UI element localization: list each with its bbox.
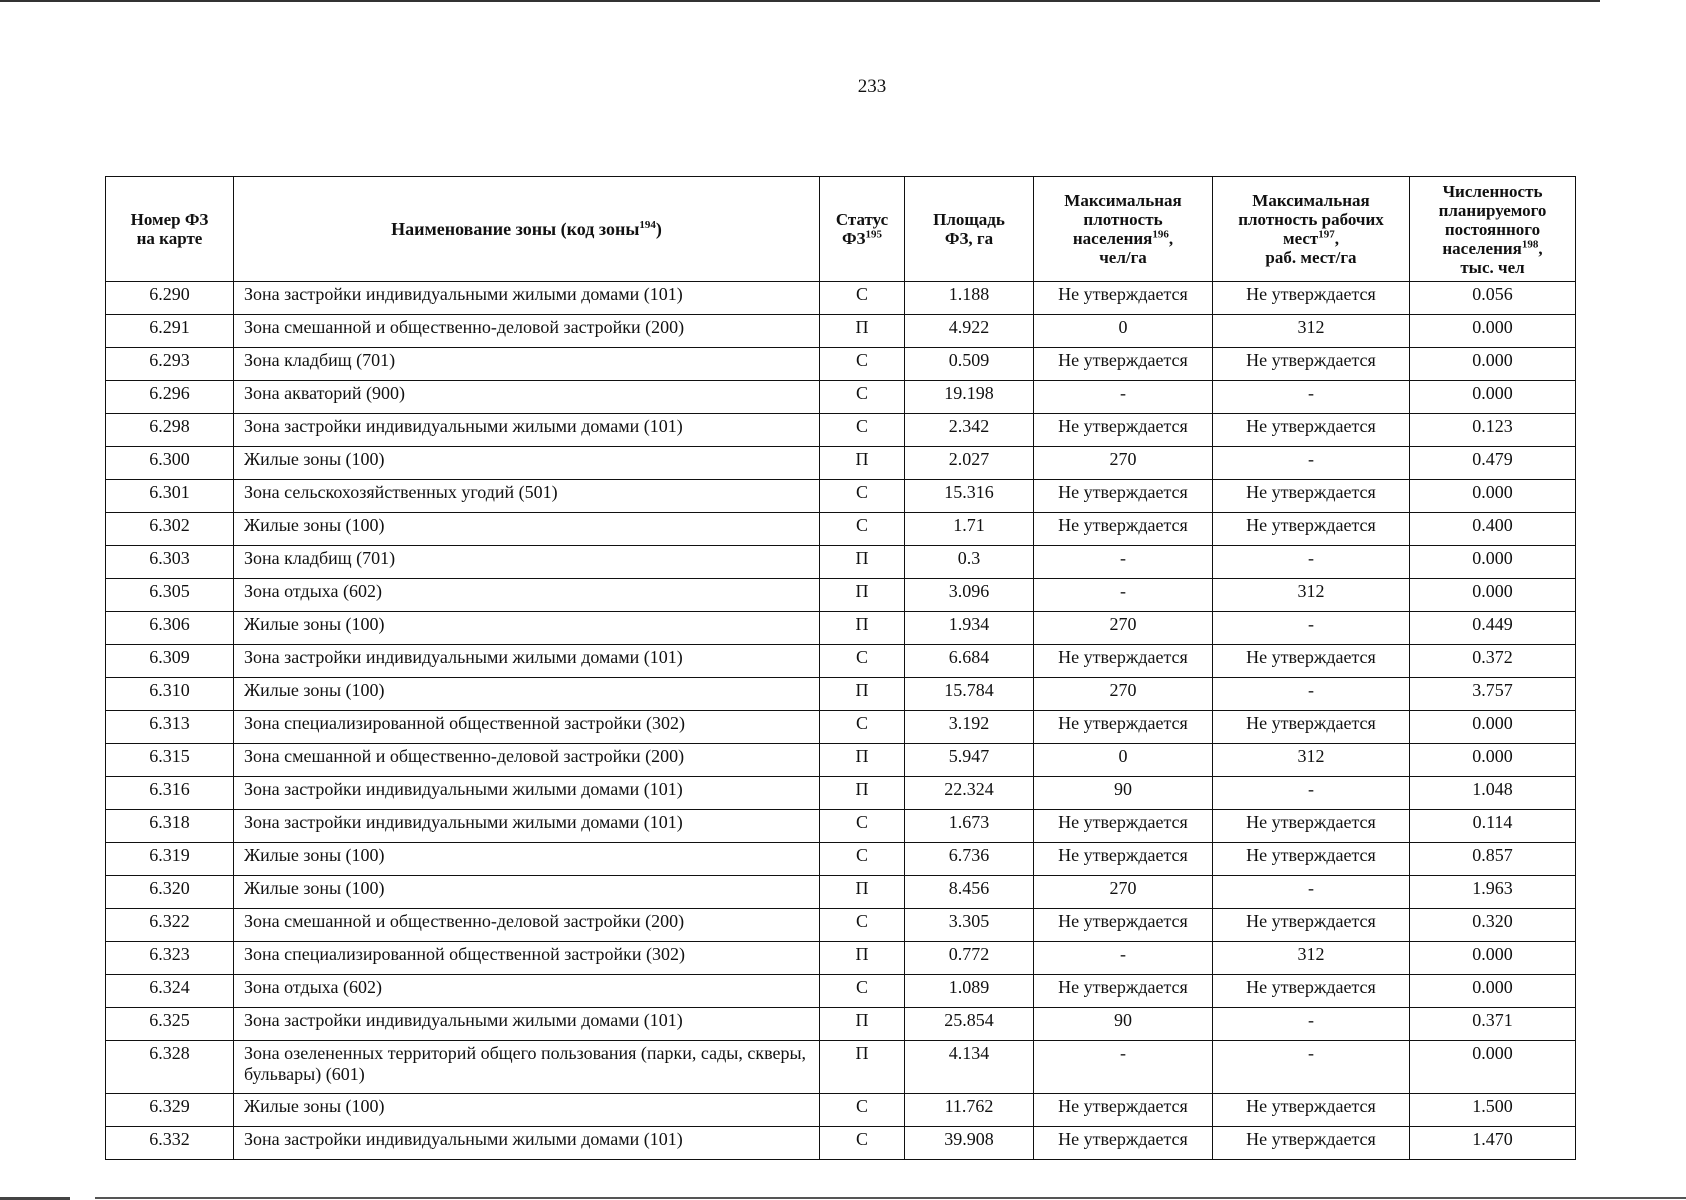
- cell-population-density: Не утверждается: [1034, 414, 1213, 447]
- table-row: [106, 1041, 1576, 1094]
- cell-job-density: Не утверждается: [1213, 1127, 1410, 1160]
- page-number: 233: [857, 76, 887, 97]
- cell-population-density: Не утверждается: [1034, 282, 1213, 315]
- cell-zone-name: Жилые зоны (100): [234, 678, 820, 711]
- header-job-density: Максимальная плотность рабочих мест$^{197}$, раб. мест/га: [1213, 177, 1410, 282]
- table-row: [106, 612, 1576, 645]
- table-row: [106, 513, 1576, 546]
- cell-zone-name: Жилые зоны (100): [234, 447, 820, 480]
- cell-job-density: -: [1213, 1008, 1410, 1041]
- cell-planned-population: 0.000: [1410, 1041, 1576, 1094]
- table-row: [106, 579, 1576, 612]
- cell-status: С: [820, 843, 905, 876]
- cell-map-number: 6.290: [106, 282, 234, 315]
- cell-status: П: [820, 447, 905, 480]
- cell-zone-name: Зона специализированной общественной застройки (302): [234, 711, 820, 744]
- cell-zone-name: Зона специализированной общественной застройки (302): [234, 942, 820, 975]
- cell-area: 39.908: [905, 1127, 1034, 1160]
- cell-planned-population: 0.000: [1410, 744, 1576, 777]
- cell-status: С: [820, 414, 905, 447]
- cell-area: 1.934: [905, 612, 1034, 645]
- table-row: [106, 678, 1576, 711]
- cell-job-density: 312: [1213, 579, 1410, 612]
- cell-status: С: [820, 1094, 905, 1127]
- cell-status: П: [820, 942, 905, 975]
- cell-status: С: [820, 381, 905, 414]
- cell-area: 0.509: [905, 348, 1034, 381]
- cell-status: П: [820, 1041, 905, 1094]
- cell-zone-name: Зона застройки индивидуальными жилыми домами (101): [234, 282, 820, 315]
- cell-status: П: [820, 777, 905, 810]
- cell-zone-name: Зона застройки индивидуальными жилыми домами (101): [234, 777, 820, 810]
- table-row: [106, 744, 1576, 777]
- table-row: [106, 381, 1576, 414]
- cell-status: С: [820, 711, 905, 744]
- cell-zone-name: Зона кладбищ (701): [234, 546, 820, 579]
- cell-area: 0.772: [905, 942, 1034, 975]
- cell-area: 15.784: [905, 678, 1034, 711]
- cell-population-density: Не утверждается: [1034, 975, 1213, 1008]
- cell-planned-population: 0.479: [1410, 447, 1576, 480]
- cell-map-number: 6.293: [106, 348, 234, 381]
- table-row: [106, 282, 1576, 315]
- table-row: [106, 810, 1576, 843]
- cell-status: С: [820, 348, 905, 381]
- cell-status: С: [820, 645, 905, 678]
- cell-status: П: [820, 546, 905, 579]
- cell-area: 1.673: [905, 810, 1034, 843]
- cell-area: 3.096: [905, 579, 1034, 612]
- table-row: [106, 414, 1576, 447]
- header-planned-population: Численность планируемого постоянного населения$^{198}$, тыс. чел: [1410, 177, 1576, 282]
- cell-map-number: 6.324: [106, 975, 234, 1008]
- table-row: [106, 447, 1576, 480]
- cell-planned-population: 0.056: [1410, 282, 1576, 315]
- cell-zone-name: Зона смешанной и общественно-деловой застройки (200): [234, 909, 820, 942]
- cell-population-density: -: [1034, 1041, 1213, 1094]
- cell-population-density: 270: [1034, 876, 1213, 909]
- cell-map-number: 6.305: [106, 579, 234, 612]
- cell-job-density: -: [1213, 777, 1410, 810]
- cell-zone-name: Зона застройки индивидуальными жилыми домами (101): [234, 810, 820, 843]
- cell-job-density: -: [1213, 876, 1410, 909]
- header-map-number: Номер ФЗ на карте: [106, 177, 234, 282]
- cell-area: 19.198: [905, 381, 1034, 414]
- cell-map-number: 6.325: [106, 1008, 234, 1041]
- table-row: [106, 975, 1576, 1008]
- cell-population-density: Не утверждается: [1034, 843, 1213, 876]
- cell-status: П: [820, 315, 905, 348]
- zones-table: [105, 176, 1576, 1160]
- cell-planned-population: 0.000: [1410, 381, 1576, 414]
- cell-area: 1.71: [905, 513, 1034, 546]
- cell-zone-name: Зона акваторий (900): [234, 381, 820, 414]
- cell-job-density: -: [1213, 447, 1410, 480]
- cell-map-number: 6.328: [106, 1041, 234, 1094]
- cell-zone-name: Зона отдыха (602): [234, 975, 820, 1008]
- cell-status: С: [820, 1127, 905, 1160]
- cell-job-density: -: [1213, 612, 1410, 645]
- cell-status: П: [820, 1008, 905, 1041]
- cell-zone-name: Зона отдыха (602): [234, 579, 820, 612]
- cell-planned-population: 0.123: [1410, 414, 1576, 447]
- cell-map-number: 6.315: [106, 744, 234, 777]
- cell-status: С: [820, 810, 905, 843]
- cell-map-number: 6.302: [106, 513, 234, 546]
- cell-planned-population: 0.000: [1410, 975, 1576, 1008]
- cell-planned-population: 0.857: [1410, 843, 1576, 876]
- header-population-density: Максимальная плотность населения$^{196}$, чел/га: [1034, 177, 1213, 282]
- cell-map-number: 6.320: [106, 876, 234, 909]
- cell-area: 15.316: [905, 480, 1034, 513]
- cell-map-number: 6.322: [106, 909, 234, 942]
- cell-job-density: Не утверждается: [1213, 909, 1410, 942]
- cell-zone-name: Зона застройки индивидуальными жилыми домами (101): [234, 414, 820, 447]
- cell-zone-name: Жилые зоны (100): [234, 612, 820, 645]
- cell-planned-population: 0.000: [1410, 942, 1576, 975]
- table-row: [106, 876, 1576, 909]
- cell-planned-population: 0.000: [1410, 579, 1576, 612]
- cell-population-density: Не утверждается: [1034, 348, 1213, 381]
- table-row: [106, 942, 1576, 975]
- cell-map-number: 6.303: [106, 546, 234, 579]
- cell-population-density: 270: [1034, 447, 1213, 480]
- cell-area: 4.922: [905, 315, 1034, 348]
- cell-population-density: Не утверждается: [1034, 711, 1213, 744]
- cell-zone-name: Зона застройки индивидуальными жилыми домами (101): [234, 1008, 820, 1041]
- cell-planned-population: 0.000: [1410, 546, 1576, 579]
- cell-job-density: 312: [1213, 942, 1410, 975]
- cell-area: 1.188: [905, 282, 1034, 315]
- cell-map-number: 6.298: [106, 414, 234, 447]
- cell-map-number: 6.309: [106, 645, 234, 678]
- cell-status: П: [820, 744, 905, 777]
- header-row: [106, 177, 1576, 282]
- cell-job-density: -: [1213, 546, 1410, 579]
- header-zone-name: Наименование зоны (код зоны$^{194}$): [234, 177, 820, 282]
- cell-map-number: 6.300: [106, 447, 234, 480]
- cell-job-density: -: [1213, 678, 1410, 711]
- cell-population-density: Не утверждается: [1034, 480, 1213, 513]
- cell-population-density: Не утверждается: [1034, 1127, 1213, 1160]
- cell-job-density: Не утверждается: [1213, 810, 1410, 843]
- cell-area: 4.134: [905, 1041, 1034, 1094]
- cell-area: 3.192: [905, 711, 1034, 744]
- cell-status: С: [820, 282, 905, 315]
- cell-zone-name: Зона озелененных территорий общего пользования (парки, сады, скверы, бульвары) (601): [234, 1041, 820, 1094]
- cell-population-density: 0: [1034, 744, 1213, 777]
- header-status: Статус ФЗ$^{195}$: [820, 177, 905, 282]
- cell-area: 25.854: [905, 1008, 1034, 1041]
- cell-map-number: 6.313: [106, 711, 234, 744]
- cell-area: 2.027: [905, 447, 1034, 480]
- cell-job-density: Не утверждается: [1213, 348, 1410, 381]
- cell-planned-population: 3.757: [1410, 678, 1576, 711]
- cell-zone-name: Зона кладбищ (701): [234, 348, 820, 381]
- cell-area: 1.089: [905, 975, 1034, 1008]
- cell-planned-population: 0.372: [1410, 645, 1576, 678]
- cell-zone-name: Зона смешанной и общественно-деловой застройки (200): [234, 744, 820, 777]
- cell-zone-name: Жилые зоны (100): [234, 876, 820, 909]
- cell-population-density: -: [1034, 942, 1213, 975]
- cell-population-density: 90: [1034, 777, 1213, 810]
- cell-status: П: [820, 678, 905, 711]
- cell-job-density: -: [1213, 1041, 1410, 1094]
- cell-area: 0.3: [905, 546, 1034, 579]
- table-row: [106, 909, 1576, 942]
- cell-map-number: 6.329: [106, 1094, 234, 1127]
- cell-planned-population: 0.000: [1410, 315, 1576, 348]
- cell-job-density: Не утверждается: [1213, 975, 1410, 1008]
- cell-area: 6.736: [905, 843, 1034, 876]
- cell-area: 8.456: [905, 876, 1034, 909]
- cell-planned-population: 1.048: [1410, 777, 1576, 810]
- table-row: [106, 1008, 1576, 1041]
- cell-population-density: 270: [1034, 678, 1213, 711]
- cell-job-density: 312: [1213, 744, 1410, 777]
- cell-map-number: 6.319: [106, 843, 234, 876]
- cell-zone-name: Жилые зоны (100): [234, 843, 820, 876]
- cell-map-number: 6.310: [106, 678, 234, 711]
- cell-zone-name: Зона застройки индивидуальными жилыми домами (101): [234, 1127, 820, 1160]
- cell-zone-name: Жилые зоны (100): [234, 1094, 820, 1127]
- cell-map-number: 6.301: [106, 480, 234, 513]
- cell-map-number: 6.296: [106, 381, 234, 414]
- cell-population-density: Не утверждается: [1034, 513, 1213, 546]
- cell-job-density: Не утверждается: [1213, 843, 1410, 876]
- cell-planned-population: 0.320: [1410, 909, 1576, 942]
- cell-area: 6.684: [905, 645, 1034, 678]
- cell-planned-population: 0.449: [1410, 612, 1576, 645]
- cell-map-number: 6.316: [106, 777, 234, 810]
- cell-job-density: Не утверждается: [1213, 414, 1410, 447]
- cell-area: 5.947: [905, 744, 1034, 777]
- cell-population-density: Не утверждается: [1034, 810, 1213, 843]
- cell-population-density: -: [1034, 381, 1213, 414]
- cell-map-number: 6.306: [106, 612, 234, 645]
- cell-population-density: Не утверждается: [1034, 1094, 1213, 1127]
- cell-job-density: -: [1213, 381, 1410, 414]
- cell-planned-population: 0.000: [1410, 348, 1576, 381]
- cell-planned-population: 0.000: [1410, 711, 1576, 744]
- cell-map-number: 6.318: [106, 810, 234, 843]
- cell-status: С: [820, 480, 905, 513]
- cell-population-density: Не утверждается: [1034, 645, 1213, 678]
- cell-zone-name: Зона застройки индивидуальными жилыми домами (101): [234, 645, 820, 678]
- cell-planned-population: 0.114: [1410, 810, 1576, 843]
- table-row: [106, 546, 1576, 579]
- table-row: [106, 480, 1576, 513]
- cell-planned-population: 1.470: [1410, 1127, 1576, 1160]
- table-row: [106, 645, 1576, 678]
- table-row: [106, 1094, 1576, 1127]
- cell-planned-population: 1.500: [1410, 1094, 1576, 1127]
- cell-status: П: [820, 579, 905, 612]
- cell-job-density: Не утверждается: [1213, 282, 1410, 315]
- table-header: [106, 177, 1576, 282]
- cell-status: П: [820, 612, 905, 645]
- scan-top-edge-line: [0, 0, 1600, 2]
- cell-population-density: Не утверждается: [1034, 909, 1213, 942]
- cell-job-density: Не утверждается: [1213, 1094, 1410, 1127]
- cell-status: С: [820, 909, 905, 942]
- cell-population-density: 0: [1034, 315, 1213, 348]
- table-row: [106, 315, 1576, 348]
- cell-job-density: Не утверждается: [1213, 645, 1410, 678]
- cell-zone-name: Зона сельскохозяйственных угодий (501): [234, 480, 820, 513]
- cell-population-density: 270: [1034, 612, 1213, 645]
- cell-job-density: Не утверждается: [1213, 513, 1410, 546]
- table-row: [106, 1127, 1576, 1160]
- cell-area: 22.324: [905, 777, 1034, 810]
- cell-population-density: -: [1034, 546, 1213, 579]
- cell-zone-name: Жилые зоны (100): [234, 513, 820, 546]
- cell-area: 3.305: [905, 909, 1034, 942]
- cell-planned-population: 0.000: [1410, 480, 1576, 513]
- cell-population-density: 90: [1034, 1008, 1213, 1041]
- cell-area: 11.762: [905, 1094, 1034, 1127]
- table-row: [106, 711, 1576, 744]
- header-area: Площадь ФЗ, га: [905, 177, 1034, 282]
- table-row: [106, 843, 1576, 876]
- cell-job-density: Не утверждается: [1213, 480, 1410, 513]
- table-row: [106, 777, 1576, 810]
- table-body: [106, 282, 1576, 1160]
- cell-status: П: [820, 876, 905, 909]
- cell-planned-population: 1.963: [1410, 876, 1576, 909]
- cell-map-number: 6.291: [106, 315, 234, 348]
- cell-job-density: 312: [1213, 315, 1410, 348]
- cell-area: 2.342: [905, 414, 1034, 447]
- cell-population-density: -: [1034, 579, 1213, 612]
- cell-planned-population: 0.400: [1410, 513, 1576, 546]
- cell-map-number: 6.323: [106, 942, 234, 975]
- scan-bottom-edge-line: [95, 1197, 1686, 1199]
- cell-job-density: Не утверждается: [1213, 711, 1410, 744]
- table-row: [106, 348, 1576, 381]
- cell-map-number: 6.332: [106, 1127, 234, 1160]
- cell-zone-name: Зона смешанной и общественно-деловой застройки (200): [234, 315, 820, 348]
- cell-planned-population: 0.371: [1410, 1008, 1576, 1041]
- cell-status: С: [820, 975, 905, 1008]
- cell-status: С: [820, 513, 905, 546]
